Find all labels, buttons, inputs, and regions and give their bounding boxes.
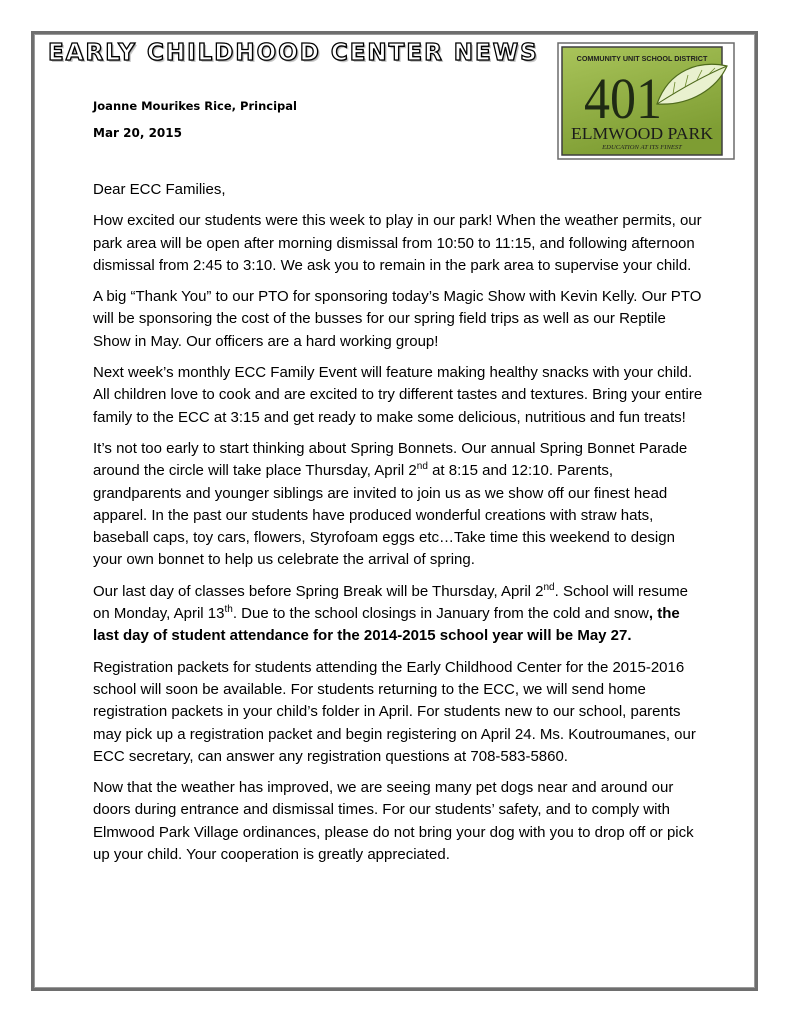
break-text-c: . Due to the school closings in January from the cold and snow (232, 605, 649, 623)
paragraph-family-event: Next week’s monthly ECC Family Event will feature making healthy snacks with your child. All children love to cook and are excited to try different tastes and textures. Bring your entire family to the ECC at 3:15 and get ready to make some delicious, nutritious and fun treats! (93, 364, 703, 426)
paragraph-spring-break (93, 581, 703, 648)
break-suffix-2: th (224, 604, 233, 616)
letter-salutation: Dear ECC Families, (93, 181, 226, 198)
logo-name: ELMWOOD PARK (571, 124, 714, 143)
paragraph-pet-dogs: Now that the weather has improved, we are seeing many pet dogs near and around our doors during entrance and dismissal times. For our students’ safety, and to comply with Elmwood Park Village ordinances, please do not bring your dog with you to drop off or pick up your child. Your cooperation is greatly appreciated. (93, 779, 694, 864)
break-suffix-1: nd (543, 581, 555, 593)
paragraph-registration: Registration packets for students attending the Early Childhood Center for the 2015-2016 school will soon be available. For students returning to the ECC, we will send home registration packets in your child’s folder in April. For students new to our school, parents may pick up a registration packet and begin registering on April 24. Ms. Koutroumanes, our ECC secretary, can answer any registration questions at 708-583-5860. (93, 658, 696, 765)
break-text-a: Our last day of classes before Spring Break will be Thursday, April 2 (93, 582, 544, 600)
logo-tagline: EDUCATION AT ITS FINEST (602, 144, 682, 151)
newsletter-date: Mar 20, 2015 (93, 126, 182, 140)
district-401-logo (557, 42, 735, 160)
letter-body (93, 179, 703, 875)
principal-name: Joanne Mourikes Rice, Principal (93, 99, 297, 113)
paragraph-bonnet-parade (93, 438, 703, 572)
break-text-b: . School will resume on Monday, April 13 (93, 582, 689, 623)
paragraph-pto: A big “Thank You” to our PTO for sponsoring today’s Magic Show with Kevin Kelly. Our PTO will be sponsoring the cost of the busses for our spring field trips as well as our Reptile Show in May. Our officers are a hard working group! (93, 288, 702, 350)
bonnet-text-a: It’s not too early to start thinking about Spring Bonnets. Our annual Spring Bonnet Parade around the circle will take place Thursday, April 2 (93, 439, 688, 480)
bonnet-text-b: at 8:15 and 12:10. Parents, grandparents and younger siblings are invited to join us as we show off our finest head apparel. In the past our students have produced wonderful creations with straw hats, baseball caps, toy cars, flowers, Styrofoam eggs etc…Take time this weekend to design your own bonnet to help us celebrate the arrival of spring. (93, 462, 675, 569)
bonnet-suffix: nd (416, 461, 428, 473)
newsletter-masthead: EARLY CHILDHOOD CENTER NEWS (48, 40, 539, 66)
logo-district-line: COMMUNITY UNIT SCHOOL DISTRICT (576, 54, 708, 63)
paragraph-park: How excited our students were this week to play in our park! When the weather permits, our park area will be open after morning dismissal from 10:50 to 11:15, and following afternoon dismissal from 2:45 to 3:10. We ask you to remain in the park area to supervise your child. (93, 212, 702, 274)
logo-number: 401 (584, 66, 662, 131)
last-day-notice: , the last day of student attendance for the 2014-2015 school year will be May 27. (93, 605, 680, 645)
